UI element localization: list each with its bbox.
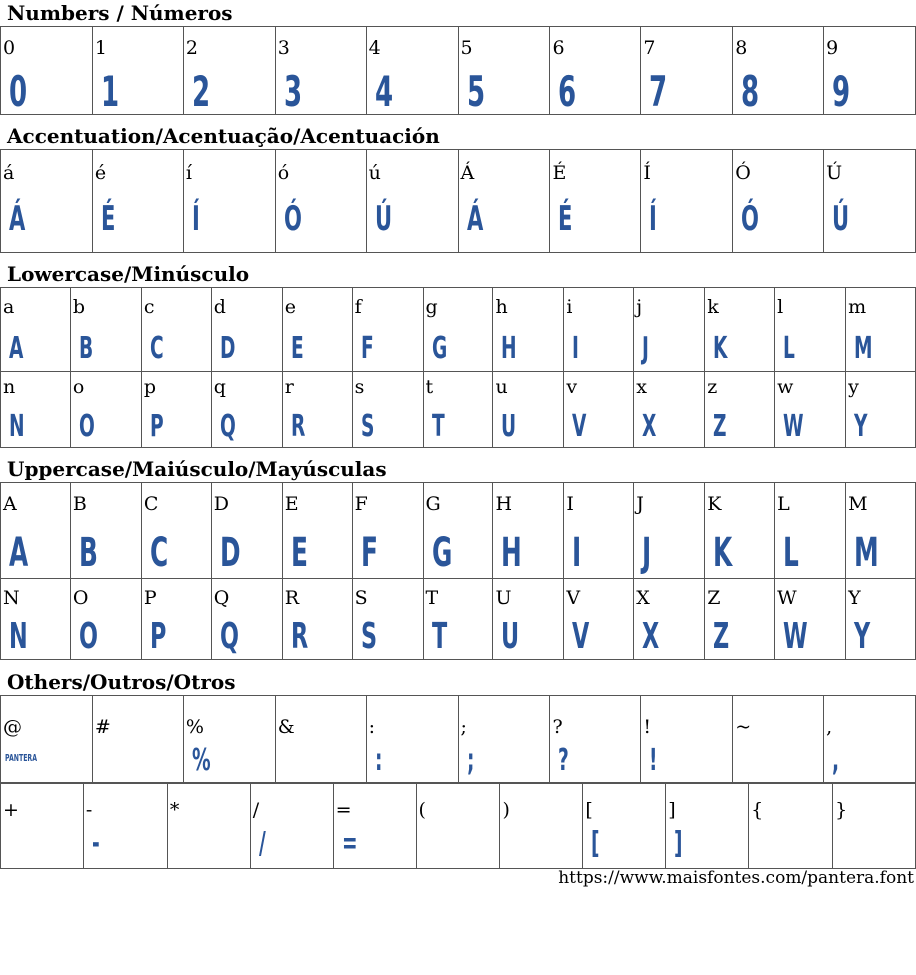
- heading-accents: Accentuation/Acentuação/Acentuación: [7, 124, 440, 148]
- glyph-label: %: [185, 716, 204, 738]
- glyph-sample: B: [78, 331, 93, 366]
- glyph-cell: [500, 783, 583, 869]
- glyph-sample: 3: [283, 67, 302, 115]
- glyph-cell: [846, 483, 916, 579]
- glyph-row: [1, 150, 916, 253]
- glyph-cell: [564, 579, 634, 660]
- glyph-sample: ?: [558, 743, 569, 778]
- glyph-label: #: [94, 716, 111, 738]
- glyph-cell: [564, 372, 634, 448]
- glyph-label: G: [425, 493, 441, 515]
- glyph-label: p: [143, 376, 157, 398]
- glyph-cell: [424, 288, 494, 372]
- glyph-sample: C: [149, 530, 168, 576]
- glyph-label: U: [495, 587, 512, 609]
- glyph-sample: D: [219, 530, 240, 576]
- glyph-cell: [564, 483, 634, 579]
- glyph-label: s: [354, 376, 365, 398]
- glyph-sample: B: [78, 530, 98, 576]
- glyph-label: C: [143, 493, 159, 515]
- glyph-cell: [71, 288, 142, 372]
- glyph-sample: :: [374, 743, 382, 778]
- glyph-cell: [417, 783, 501, 869]
- glyph-label: K: [707, 493, 722, 515]
- glyph-label: I: [566, 493, 574, 515]
- glyph-cell: [184, 696, 276, 784]
- glyph-cell: [71, 483, 142, 579]
- glyph-cell: [733, 696, 824, 784]
- glyph-sample: R: [290, 409, 305, 444]
- heading-lowercase: Lowercase/Minúsculo: [7, 262, 250, 286]
- glyph-sample: Z: [713, 616, 729, 657]
- glyph-sample: U: [501, 409, 516, 444]
- glyph-label: P: [143, 587, 157, 609]
- glyph-label: [: [585, 799, 593, 821]
- glyph-label: y: [848, 376, 859, 398]
- glyph-cell: [142, 579, 212, 660]
- glyph-sample: %: [191, 743, 210, 778]
- glyph-sample: 5: [466, 67, 485, 115]
- glyph-cell: [212, 579, 283, 660]
- glyph-sample: 1: [100, 67, 119, 115]
- glyph-label: O: [72, 587, 89, 609]
- glyph-sample: R: [290, 616, 308, 657]
- glyph-label: d: [213, 296, 226, 318]
- glyph-sample: G: [431, 331, 447, 366]
- glyph-sample: F: [360, 530, 377, 576]
- glyph-label: 1: [94, 37, 107, 59]
- glyph-sample: I: [572, 530, 581, 576]
- source-url[interactable]: https://www.maisfontes.com/pantera.font: [558, 868, 914, 888]
- glyph-cell: [1, 783, 84, 869]
- glyph-label: R: [284, 587, 299, 609]
- glyph-cell: [276, 27, 367, 115]
- glyph-label: T: [425, 587, 439, 609]
- glyph-label: e: [284, 296, 296, 318]
- glyph-cell: [367, 150, 459, 253]
- glyph-sample: S: [360, 616, 377, 657]
- glyph-label: o: [72, 376, 85, 398]
- glyph-row: [1, 372, 916, 448]
- glyph-row: [1, 579, 916, 660]
- glyph-sample: C: [149, 331, 163, 366]
- glyph-label: -: [85, 799, 93, 821]
- glyph-label: {: [751, 799, 764, 821]
- glyph-cell: [1, 288, 71, 372]
- glyph-cell: [283, 579, 353, 660]
- glyph-cell: [824, 696, 916, 784]
- glyph-cell: [459, 27, 551, 115]
- glyph-sample: W: [783, 409, 804, 444]
- glyph-sample: N: [9, 616, 28, 657]
- glyph-sample: Y: [854, 409, 867, 444]
- glyph-sample: A: [9, 530, 28, 576]
- glyph-cell: [641, 696, 733, 784]
- glyph-sample: F: [360, 331, 373, 366]
- glyph-label: 4: [368, 37, 381, 59]
- glyph-label: ó: [277, 162, 290, 184]
- glyph-cell: [142, 483, 212, 579]
- glyph-sample: ;: [466, 743, 474, 778]
- glyph-label: L: [777, 493, 790, 515]
- glyph-sample: U: [501, 616, 519, 657]
- glyph-label: +: [3, 799, 19, 821]
- glyph-label: ]: [668, 799, 676, 821]
- glyph-sample: H: [501, 530, 522, 576]
- glyph-label: á: [3, 162, 15, 184]
- glyph-label: 5: [460, 37, 473, 59]
- glyph-label: D: [213, 493, 229, 515]
- glyph-sample: Ú: [374, 199, 392, 239]
- glyph-cell: [353, 288, 424, 372]
- glyph-sample: J: [642, 530, 651, 576]
- glyph-label: c: [143, 296, 155, 318]
- glyph-sample: V: [572, 616, 590, 657]
- glyph-sample: A: [9, 331, 23, 366]
- glyph-row: [1, 288, 916, 372]
- glyph-label: W: [777, 587, 797, 609]
- glyph-sample: W: [783, 616, 808, 657]
- glyph-sample: M: [854, 331, 872, 366]
- glyph-row: [1, 696, 916, 784]
- glyph-sample: I: [572, 331, 579, 366]
- glyph-sample: Y: [854, 616, 870, 657]
- glyph-sample: !: [649, 743, 658, 778]
- glyph-sample: E: [290, 331, 303, 366]
- glyph-sample: E: [290, 530, 308, 576]
- glyph-sample: X: [642, 616, 659, 657]
- glyph-label: :: [368, 716, 376, 738]
- glyph-label: B: [72, 493, 87, 515]
- glyph-sample: S: [360, 409, 374, 444]
- glyph-sample: H: [501, 331, 517, 366]
- glyph-cell: [634, 483, 705, 579]
- glyph-sample: Í: [649, 199, 657, 239]
- glyph-label: Z: [707, 587, 721, 609]
- glyph-cell: [705, 288, 775, 372]
- glyph-label: Q: [213, 587, 230, 609]
- glyph-label: ;: [460, 716, 467, 738]
- glyph-label: g: [425, 296, 438, 318]
- glyph-label: &: [277, 716, 295, 738]
- glyph-label: f: [354, 296, 362, 318]
- glyph-sample: N: [9, 409, 24, 444]
- glyph-sample: 8: [741, 67, 759, 115]
- glyph-label: Á: [460, 162, 475, 184]
- glyph-label: N: [3, 587, 20, 609]
- glyph-label: ?: [552, 716, 563, 738]
- glyph-cell: [1, 483, 71, 579]
- heading-numbers: Numbers / Números: [7, 1, 233, 25]
- glyph-sample: Á: [9, 199, 25, 239]
- glyph-cell: [775, 579, 846, 660]
- glyph-cell: [493, 579, 564, 660]
- glyph-cell: [824, 27, 916, 115]
- glyph-cell: [367, 696, 459, 784]
- glyph-label: j: [636, 296, 643, 318]
- glyph-cell: [493, 483, 564, 579]
- glyph-sample: G: [431, 530, 452, 576]
- glyph-cell: [276, 150, 367, 253]
- glyph-cell: [634, 372, 705, 448]
- glyph-label: H: [495, 493, 513, 515]
- glyph-cell: [634, 288, 705, 372]
- glyph-label: Ó: [735, 162, 751, 184]
- glyph-label: !: [643, 716, 651, 738]
- glyph-label: Ú: [826, 162, 843, 184]
- heading-uppercase: Uppercase/Maiúsculo/Mayúsculas: [7, 457, 387, 481]
- glyph-label: M: [848, 493, 868, 515]
- pantera-logo: PANTERA: [5, 753, 38, 764]
- glyph-label: Y: [848, 587, 861, 609]
- uppercase-grid: [0, 482, 916, 660]
- glyph-cell: [283, 288, 353, 372]
- glyph-label: í: [185, 162, 192, 184]
- glyph-label: k: [707, 296, 719, 318]
- glyph-sample: Q: [219, 409, 235, 444]
- glyph-label: 9: [826, 37, 839, 59]
- glyph-cell: [93, 696, 184, 784]
- glyph-cell: [1, 579, 71, 660]
- glyph-sample: =: [341, 826, 357, 861]
- glyph-cell: [184, 150, 276, 253]
- glyph-cell: [733, 150, 824, 253]
- glyph-sample: É: [558, 199, 573, 239]
- glyph-cell: [550, 696, 641, 784]
- glyph-label: /: [252, 799, 260, 821]
- glyph-cell: [184, 27, 276, 115]
- glyph-label: @: [3, 716, 22, 738]
- glyph-cell: [142, 372, 212, 448]
- glyph-label: ,: [826, 716, 833, 738]
- glyph-sample: Á: [466, 199, 483, 239]
- glyph-label: F: [354, 493, 368, 515]
- glyph-sample: [: [591, 826, 600, 861]
- glyph-sample: /: [258, 826, 265, 861]
- glyph-sample: V: [572, 409, 587, 444]
- glyph-sample: J: [642, 331, 649, 366]
- glyph-sample: Ú: [832, 199, 849, 239]
- glyph-label: 0: [3, 37, 16, 59]
- glyph-label: J: [636, 493, 644, 515]
- glyph-label: ~: [735, 716, 752, 738]
- glyph-sample: 9: [832, 67, 850, 115]
- glyph-sample: O: [78, 409, 95, 444]
- glyph-label: Í: [643, 162, 651, 184]
- glyph-label: =: [335, 799, 352, 821]
- glyph-sample: ]: [674, 826, 683, 861]
- glyph-cell: [493, 288, 564, 372]
- glyph-cell: [641, 150, 733, 253]
- glyph-label: t: [425, 376, 434, 398]
- glyph-sample: 7: [649, 67, 667, 115]
- glyph-row: [1, 27, 916, 115]
- glyph-cell: [749, 783, 833, 869]
- glyph-label: }: [835, 799, 848, 821]
- glyph-sample: X: [642, 409, 657, 444]
- glyph-label: A: [3, 493, 17, 515]
- glyph-label: S: [354, 587, 368, 609]
- glyph-cell: [1, 27, 93, 115]
- glyph-cell: [459, 696, 551, 784]
- glyph-label: m: [848, 296, 867, 318]
- glyph-label: b: [72, 296, 86, 318]
- glyph-label: 7: [643, 37, 656, 59]
- glyph-label: u: [495, 376, 508, 398]
- glyph-cell: [212, 372, 283, 448]
- glyph-cell: [705, 483, 775, 579]
- glyph-label: n: [3, 376, 16, 398]
- glyph-cell: [353, 483, 424, 579]
- glyph-sample: Q: [219, 616, 239, 657]
- glyph-row: [1, 783, 916, 869]
- glyph-cell: [459, 150, 551, 253]
- glyph-sample: O: [78, 616, 98, 657]
- glyph-label: h: [495, 296, 508, 318]
- glyph-sample: L: [783, 530, 799, 576]
- glyph-cell: [550, 27, 641, 115]
- glyph-cell: [142, 288, 212, 372]
- glyph-sample: Z: [713, 409, 727, 444]
- glyph-cell: [666, 783, 749, 869]
- glyph-cell: [564, 288, 634, 372]
- glyph-sample: P: [149, 409, 163, 444]
- glyph-cell: [775, 483, 846, 579]
- glyph-cell: [846, 372, 916, 448]
- glyph-cell: [276, 696, 367, 784]
- numbers-grid: [0, 26, 916, 115]
- glyph-sample: 6: [558, 67, 576, 115]
- glyph-label: q: [213, 376, 226, 398]
- glyph-cell: [705, 579, 775, 660]
- others-grid-row1: [0, 695, 916, 784]
- glyph-sample: Ó: [741, 199, 759, 239]
- glyph-sample: -: [91, 826, 100, 861]
- glyph-cell: [353, 579, 424, 660]
- glyph-cell: [550, 150, 641, 253]
- glyph-cell: [93, 27, 184, 115]
- glyph-label: 8: [735, 37, 748, 59]
- glyph-label: (: [418, 799, 426, 821]
- glyph-cell: [493, 372, 564, 448]
- glyph-cell: [1, 372, 71, 448]
- glyph-cell: [775, 372, 846, 448]
- lowercase-grid: [0, 287, 916, 448]
- glyph-cell: [93, 150, 184, 253]
- glyph-cell: [641, 27, 733, 115]
- glyph-label: w: [777, 376, 794, 398]
- glyph-cell: [424, 483, 494, 579]
- glyph-cell: [824, 150, 916, 253]
- glyph-cell: [71, 579, 142, 660]
- glyph-cell: [833, 783, 916, 869]
- glyph-label: z: [707, 376, 718, 398]
- glyph-cell: [583, 783, 666, 869]
- glyph-cell: [212, 483, 283, 579]
- glyph-cell: [334, 783, 417, 869]
- glyph-cell: [846, 579, 916, 660]
- glyph-sample: T: [431, 616, 447, 657]
- glyph-sample: P: [149, 616, 166, 657]
- glyph-sample: Ó: [283, 199, 302, 239]
- glyph-cell: [1, 696, 93, 784]
- glyph-cell: [283, 483, 353, 579]
- glyph-cell: [212, 288, 283, 372]
- glyph-row: [1, 483, 916, 579]
- glyph-label: i: [566, 296, 573, 318]
- glyph-label: X: [636, 587, 650, 609]
- glyph-sample: K: [713, 530, 732, 576]
- glyph-sample: L: [783, 331, 795, 366]
- glyph-cell: [353, 372, 424, 448]
- glyph-label: 3: [277, 37, 290, 59]
- glyph-label: ): [502, 799, 510, 821]
- glyph-sample: 0: [9, 67, 27, 115]
- glyph-cell: [424, 372, 494, 448]
- glyph-label: r: [284, 376, 294, 398]
- glyph-cell: [251, 783, 334, 869]
- glyph-label: l: [777, 296, 784, 318]
- others-grid-row2: [0, 782, 916, 869]
- glyph-cell: [84, 783, 168, 869]
- glyph-cell: [846, 288, 916, 372]
- glyph-label: *: [169, 799, 180, 821]
- glyph-label: é: [94, 162, 107, 184]
- glyph-cell: [283, 372, 353, 448]
- glyph-cell: [1, 150, 93, 253]
- glyph-label: a: [3, 296, 15, 318]
- glyph-label: x: [636, 376, 648, 398]
- heading-others: Others/Outros/Otros: [7, 670, 236, 694]
- glyph-sample: É: [100, 199, 115, 239]
- glyph-sample: T: [431, 409, 444, 444]
- glyph-sample: 4: [374, 67, 393, 115]
- glyph-sample: D: [219, 331, 235, 366]
- glyph-cell: [168, 783, 251, 869]
- glyph-cell: [705, 372, 775, 448]
- glyph-sample: 2: [191, 67, 210, 115]
- glyph-label: E: [284, 493, 299, 515]
- glyph-cell: [424, 579, 494, 660]
- glyph-cell: [733, 27, 824, 115]
- glyph-sample: ,: [832, 743, 839, 778]
- glyph-cell: [775, 288, 846, 372]
- glyph-sample: K: [713, 331, 728, 366]
- glyph-label: V: [566, 587, 581, 609]
- glyph-cell: [634, 579, 705, 660]
- glyph-label: 6: [552, 37, 565, 59]
- glyph-sample: Í: [191, 199, 200, 239]
- glyph-cell: [71, 372, 142, 448]
- glyph-label: 2: [185, 37, 198, 59]
- glyph-label: É: [552, 162, 567, 184]
- glyph-sample: M: [854, 530, 879, 576]
- glyph-label: ú: [368, 162, 381, 184]
- accents-grid: [0, 149, 916, 253]
- glyph-label: v: [566, 376, 578, 398]
- glyph-cell: [367, 27, 459, 115]
